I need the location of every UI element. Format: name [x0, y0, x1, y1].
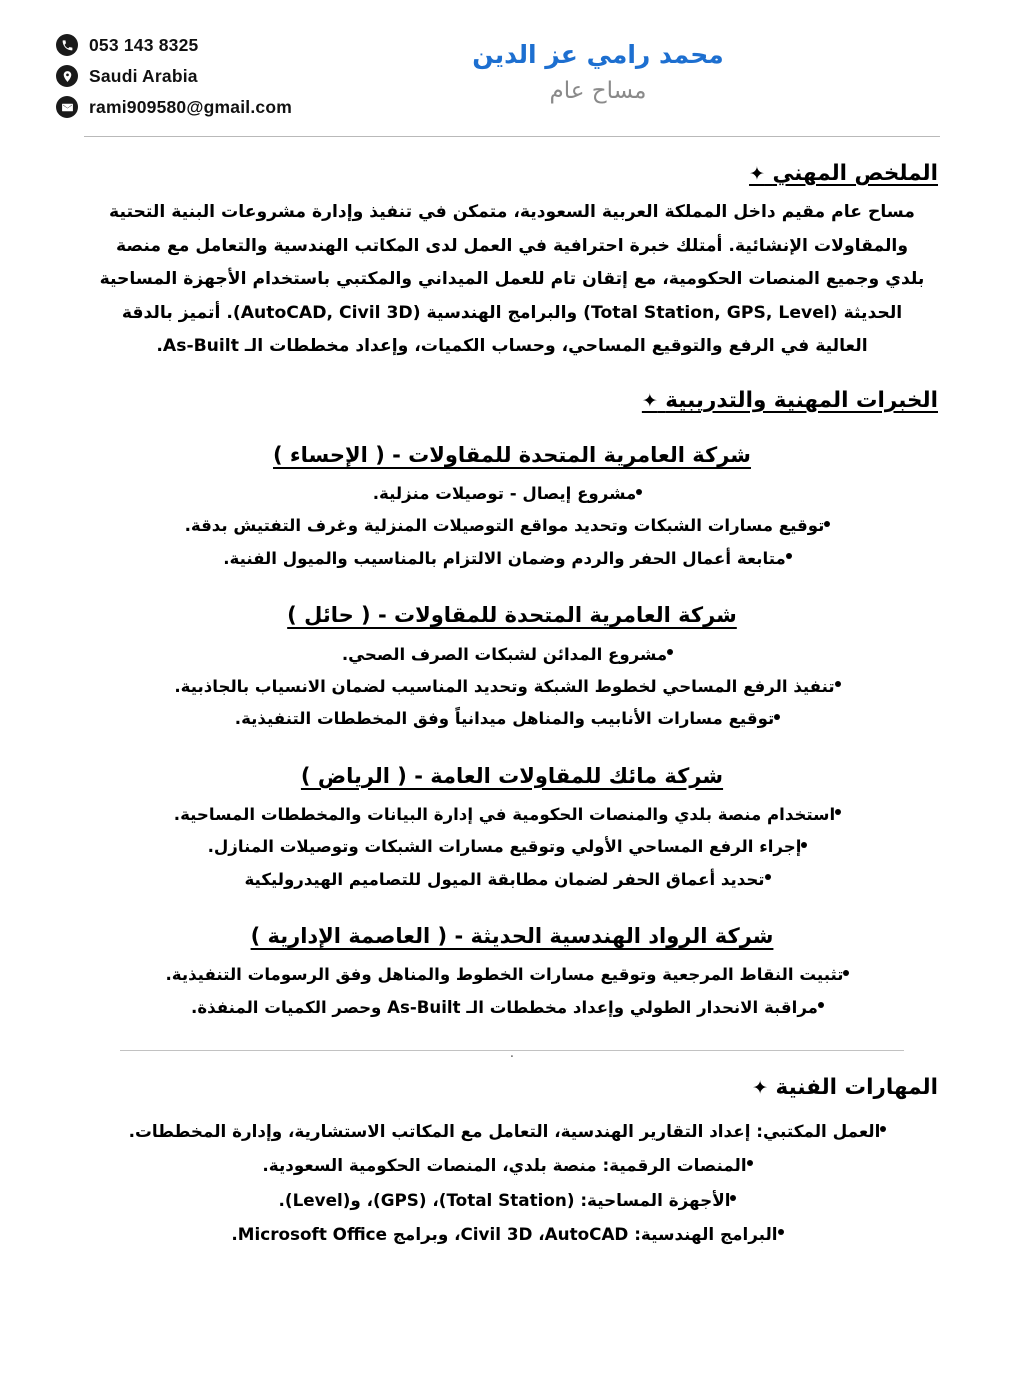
list-item: إجراء الرفع المساحي الأولي وتوقيع مسارات الشبكات وتوصيلات المنازل. [80, 831, 944, 863]
skills-list [80, 1114, 944, 1252]
bullet-dot-icon [747, 1160, 753, 1166]
job-title: شركة العامرية المتحدة للمقاولات - ( حائل ) [287, 603, 737, 628]
job-title: شركة الرواد الهندسية الحديثة - ( العاصمة الإدارية ) [250, 923, 774, 948]
contact-phone[interactable] [56, 34, 292, 56]
bullet-dot-icon [786, 553, 792, 559]
resume-body [46, 159, 978, 1252]
list-item: الأجهزة المساحية: (Total Station)، (GPS)، و(Level). [80, 1183, 944, 1217]
section-title-skills [80, 1075, 938, 1100]
bullet-dot-icon [778, 1229, 784, 1235]
bullet-dot-icon [835, 681, 841, 687]
phone-icon [56, 34, 78, 56]
bullet-dot-icon [818, 1002, 824, 1008]
bullet-dot-icon [667, 649, 673, 655]
bullet-dot-icon [824, 521, 830, 527]
skills-heading-text: المهارات الفنية [775, 1075, 938, 1101]
contact-info [56, 34, 292, 118]
list-item: توقيع مسارات الأنابيب والمناهل ميدانياً وفق المخططات التنفيذية. [80, 703, 944, 735]
divider-dot: . [509, 1046, 515, 1062]
page-title: محمد رامي عز الدين [472, 40, 724, 69]
job-role-subtitle: مساح عام [549, 78, 647, 104]
list-item: مشروع إيصال - توصيلات منزلية. [80, 478, 944, 510]
list-item: متابعة أعمال الحفر والردم وضمان الالتزام بالمناسيب والميول الفنية. [80, 543, 944, 575]
bullet-dot-icon [765, 874, 771, 880]
location-pin-icon [56, 65, 78, 87]
job-bullet-list [80, 799, 944, 896]
contact-location [56, 65, 292, 87]
experience-heading-text: الخبرات المهنية والتدريبية [665, 387, 938, 413]
list-item: المنصات الرقمية: منصة بلدي، المنصات الحكومية السعودية. [80, 1148, 944, 1182]
email-icon [56, 96, 78, 118]
job-bullet-list [80, 639, 944, 736]
contact-email[interactable] [56, 96, 292, 118]
list-item: استخدام منصة بلدي والمنصات الحكومية في إدارة البيانات والمخططات المساحية. [80, 799, 944, 831]
list-item: تنفيذ الرفع المساحي لخطوط الشبكة وتحديد المناسيب لضمان الانسياب بالجاذبية. [80, 671, 944, 703]
bullet-dot-icon [730, 1195, 736, 1201]
list-item: البرامج الهندسية: Civil 3D ،AutoCAD، وبرامج Microsoft Office. [80, 1217, 944, 1251]
job-title: شركة مائك للمقاولات العامة - ( الرياض ) [300, 763, 724, 788]
diamond-bullet-icon: ✦ [749, 163, 765, 185]
summary-heading-text: الملخص المهني [772, 161, 938, 186]
phone-value: 053 143 8325 [89, 34, 199, 55]
resume-header [46, 18, 978, 118]
diamond-bullet-icon: ✦ [752, 1077, 769, 1100]
header-divider [84, 136, 940, 137]
list-item: العمل المكتبي: إعداد التقارير الهندسية، التعامل مع المكاتب الاستشارية، وإدارة المخططات. [80, 1114, 944, 1148]
job-title: شركة العامرية المتحدة للمقاولات - ( الإحساء ) [273, 442, 751, 467]
bullet-dot-icon [774, 714, 780, 720]
email-value: rami909580@gmail.com [89, 96, 292, 117]
job-bullet-list [80, 478, 944, 575]
location-value: Saudi Arabia [89, 65, 198, 86]
bullet-dot-icon [835, 809, 841, 815]
list-item: مشروع المدائن لشبكات الصرف الصحي. [80, 639, 944, 671]
list-item: تثبيت النقاط المرجعية وتوقيع مسارات الخطوط والمناهل وفق الرسومات التنفيذية. [80, 959, 944, 991]
diamond-bullet-icon: ✦ [641, 389, 658, 412]
bullet-dot-icon [880, 1126, 886, 1132]
bullet-dot-icon [636, 489, 642, 495]
summary-text: مساح عام مقيم داخل المملكة العربية السعودية، متمكن في تنفيذ وإدارة مشروعات البنية التحتية والمقاولات الإنشائية. أمتلك خبرة احترافية في العمل لدى المكاتب الهندسية والتعامل مع منصة بلدي وجميع المنصات الحكومية، مع إتقان تام للعمل الميداني والمكتبي باستخدام الأجهزة المساحية الحديثة (Total Station, GPS, Level) والبرامج الهندسية (AutoCAD, Civil 3D). أتميز بالدقة العالية في الرفع والتوقيع المساحي، وحساب الكميات، وإعداد مخططات الـ As-Built. [99, 202, 925, 357]
bullet-dot-icon [801, 842, 807, 848]
name-block [292, 40, 904, 106]
list-item: تحديد أعماق الحفر لضمان مطابقة الميول للتصاميم الهيدروليكية [80, 864, 944, 896]
list-item: مراقبة الانحدار الطولي وإعداد مخططات الـ As-Built وحصر الكميات المنفذة. [80, 992, 944, 1024]
job-bullet-list [80, 959, 944, 1024]
bullet-dot-icon [843, 970, 849, 976]
section-title-summary [80, 159, 938, 188]
list-item: توقيع مسارات الشبكات وتحديد مواقع التوصيلات المنزلية وغرف التفتيش بدقة. [80, 510, 944, 542]
section-title-experience [80, 386, 938, 415]
